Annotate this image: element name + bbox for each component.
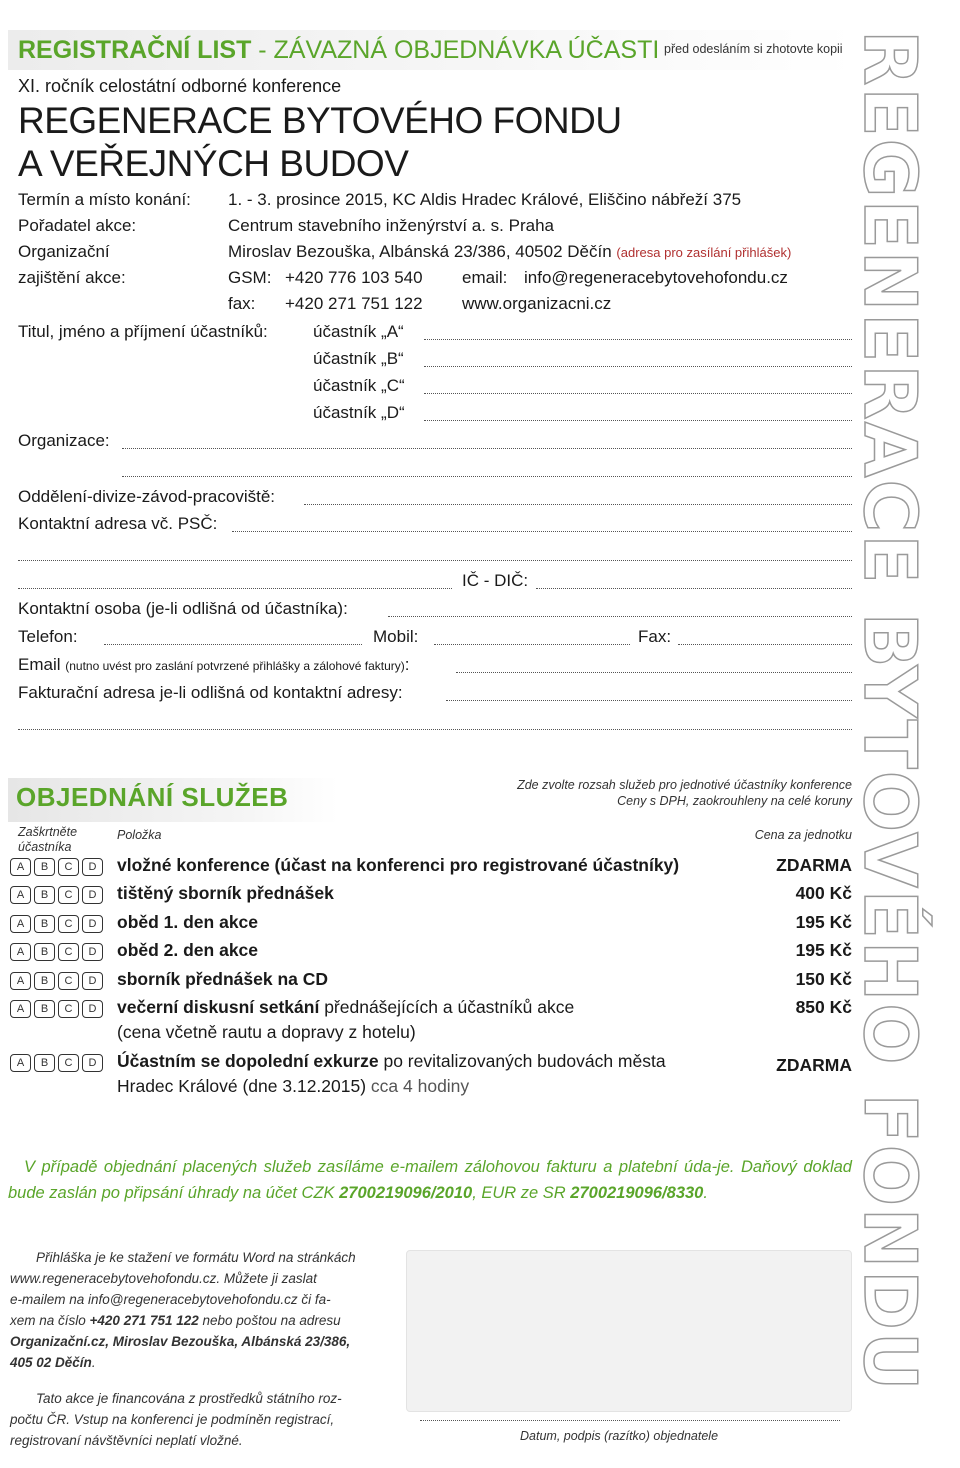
participant-a-field[interactable] [424, 339, 852, 340]
conference-edition: XI. ročník celostátní odborné konference [18, 76, 342, 96]
checkbox-c[interactable]: C [58, 915, 79, 933]
date-label: Termín a místo konání: [18, 190, 191, 209]
participant-checkboxes-row4 [10, 943, 103, 961]
fax-field[interactable] [678, 644, 852, 645]
participant-checkboxes-row6 [10, 1000, 103, 1018]
service-evening-meeting-detail: (cena včetně rautu a dopravy z hotelu) [117, 1022, 416, 1042]
funding-note: Tato akce je financována z prostředků státního roz- počtu ČR. Vstup na konferenci je podmíněn registrací, registrovaní návštěvníci neplatí vložné. [10, 1391, 342, 1448]
checkbox-d[interactable]: D [82, 1054, 103, 1072]
participant-c-label: účastník „C“ [313, 376, 405, 395]
service-lunch-day2: oběd 2. den akce [117, 940, 259, 960]
price-printed-proceedings: 400 Kč [795, 883, 852, 903]
org-label-line2: zajištění akce: [18, 268, 126, 287]
checkbox-c[interactable]: C [58, 943, 79, 961]
price-evening-meeting: 850 Kč [795, 997, 852, 1017]
service-printed-proceedings: tištěný sborník přednášek [117, 883, 334, 903]
checkbox-d[interactable]: D [82, 943, 103, 961]
checkbox-c[interactable]: C [58, 886, 79, 904]
phone-label: Telefon: [18, 627, 78, 646]
participant-d-label: účastník „D“ [313, 403, 405, 422]
contact-field[interactable] [388, 616, 852, 617]
checkbox-b[interactable]: B [34, 943, 55, 961]
participant-b-field[interactable] [424, 366, 852, 367]
billing-field-2[interactable] [18, 729, 852, 730]
checkbox-a[interactable]: A [10, 1000, 31, 1018]
participant-checkboxes-row2 [10, 886, 103, 904]
ico-field[interactable] [536, 588, 852, 589]
services-title: OBJEDNÁNÍ SLUŽEB [16, 782, 289, 812]
price-lunch-day1: 195 Kč [795, 912, 852, 932]
participant-checkboxes-row5 [10, 972, 103, 990]
email-form-label: Email (nutno uvést pro zaslání potvrzené přihlášky a zálohové faktury): [18, 655, 410, 674]
address-field[interactable] [232, 531, 852, 532]
price-cd-proceedings: 150 Kč [795, 969, 852, 989]
billing-label: Fakturační adresa je-li odlišná od kontaktní adresy: [18, 683, 403, 702]
signature-box[interactable] [406, 1250, 852, 1412]
checkbox-b[interactable]: B [34, 972, 55, 990]
service-excursion: Účastním se dopolední exkurze po revitalizovaných budovách města [117, 1051, 666, 1071]
col-check-line1: Zaškrtněte [18, 825, 78, 839]
participants-label: Titul, jméno a příjmení účastníků: [18, 322, 268, 341]
signature-line[interactable] [420, 1420, 840, 1421]
checkbox-d[interactable]: D [82, 972, 103, 990]
email-value: info@regeneracebytovehofondu.cz [524, 268, 788, 287]
participant-checkboxes-row3 [10, 915, 103, 933]
email-field[interactable] [456, 672, 852, 673]
checkbox-d[interactable]: D [82, 915, 103, 933]
checkbox-b[interactable]: B [34, 915, 55, 933]
checkbox-a[interactable]: A [10, 886, 31, 904]
checkbox-c[interactable]: C [58, 1000, 79, 1018]
website: www.organizacni.cz [462, 294, 612, 313]
checkbox-a[interactable]: A [10, 943, 31, 961]
org-label-line1: Organizační [18, 242, 110, 261]
checkbox-d[interactable]: D [82, 1000, 103, 1018]
conference-title-line1: REGENERACE BYTOVÉHO FONDU [18, 100, 622, 141]
organizer-label: Pořadatel akce: [18, 216, 137, 235]
participant-d-field[interactable] [424, 420, 852, 421]
copy-note: před odesláním si zhotovte kopii [664, 42, 843, 56]
checkbox-b[interactable]: B [34, 886, 55, 904]
download-note: Přihláška je ke stažení ve formátu Word na stránkách www.regeneracebytovehofondu.cz. Můžete ji zaslat e-mailem na info@regeneracebytovehofondu.cz či fa- xem na číslo +420 271 751 122 nebo poštou na adresu Organizační.cz, Miroslav Bezouška, Albánská 23/386, 405 02 Děčín. [10, 1250, 356, 1370]
department-field[interactable] [304, 504, 852, 505]
col-item-header: Položka [117, 828, 162, 842]
services-note-line2: Ceny s DPH, zaokrouhleny na celé koruny [617, 794, 852, 808]
checkbox-c[interactable]: C [58, 1054, 79, 1072]
participant-c-field[interactable] [424, 393, 852, 394]
price-registration: ZDARMA [776, 855, 852, 875]
checkbox-b[interactable]: B [34, 1054, 55, 1072]
checkbox-d[interactable]: D [82, 886, 103, 904]
org-address-note: (adresa pro zasílání přihlášek) [616, 245, 792, 260]
col-check-line2: účastníka [18, 840, 72, 854]
organizer-value: Centrum stavebního inženýrství a. s. Praha [228, 216, 554, 235]
price-excursion: ZDARMA [776, 1055, 852, 1075]
side-banner-text: REGENERACE BYTOVÉHO FONDU [848, 30, 932, 1393]
contact-label: Kontaktní osoba (je-li odlišná od účastníka): [18, 599, 348, 618]
checkbox-b[interactable]: B [34, 858, 55, 876]
ico-label: IČ - DIČ: [462, 571, 529, 590]
fax-form-label: Fax: [638, 627, 672, 646]
service-excursion-detail: Hradec Králové (dne 3.12.2015) cca 4 hodiny [117, 1076, 470, 1096]
col-price-header: Cena za jednotku [754, 828, 852, 842]
date-value: 1. - 3. prosince 2015, KC Aldis Hradec Králové, Eliščino nábřeží 375 [228, 190, 742, 209]
email-note: (nutno uvést pro zaslání potvrzené přihlášky a zálohové faktury) [65, 659, 405, 673]
service-evening-meeting: večerní diskusní setkání přednášejících a účastníků akce [117, 997, 575, 1017]
price-lunch-day2: 195 Kč [795, 940, 852, 960]
checkbox-b[interactable]: B [34, 1000, 55, 1018]
address-field-3[interactable] [18, 588, 452, 589]
organization-field[interactable] [122, 448, 852, 449]
checkbox-a[interactable]: A [10, 972, 31, 990]
checkbox-d[interactable]: D [82, 858, 103, 876]
conference-title-line2: A VEŘEJNÝCH BUDOV [18, 143, 409, 184]
side-banner [848, 30, 932, 1438]
department-label: Oddělení-divize-závod-pracoviště: [18, 487, 276, 506]
checkbox-a[interactable]: A [10, 1054, 31, 1072]
service-registration: vložné konference (účast na konferenci pro registrované účastníky) [117, 855, 680, 875]
gsm-value: +420 776 103 540 [285, 268, 423, 287]
address-field-2[interactable] [18, 560, 852, 561]
checkbox-a[interactable]: A [10, 858, 31, 876]
address-label: Kontaktní adresa vč. PSČ: [18, 514, 218, 533]
phone-field[interactable] [104, 644, 362, 645]
participant-b-label: účastník „B“ [313, 349, 404, 368]
checkbox-c[interactable]: C [58, 858, 79, 876]
signature-label: Datum, podpis (razítko) objednatele [520, 1429, 719, 1443]
gsm-label: GSM: [228, 268, 272, 287]
mobile-field[interactable] [434, 644, 630, 645]
organization-label: Organizace: [18, 431, 110, 450]
checkbox-c[interactable]: C [58, 972, 79, 990]
participant-checkboxes-row7 [10, 1054, 103, 1072]
mobile-label: Mobil: [373, 627, 419, 646]
payment-note: V případě objednání placených služeb zasíláme e-mailem zálohovou fakturu a platební úda-je. Daňový doklad bude zaslán po připsání úhrady na účet CZK 2700219096/2010, EUR ze SR 2700219096/8330. [8, 1158, 852, 1202]
checkbox-a[interactable]: A [10, 915, 31, 933]
participant-a-label: účastník „A“ [313, 322, 404, 341]
email-label: email: [462, 268, 508, 287]
services-note-line1: Zde zvolte rozsah služeb pro jednotivé účastníky konference [517, 778, 852, 792]
form-title: REGISTRAČNÍ LIST - ZÁVAZNÁ OBJEDNÁVKA ÚČASTI [18, 36, 660, 64]
org-address: Miroslav Bezouška, Albánská 23/386, 40502 Děčín (adresa pro zasílání přihlášek) [228, 242, 792, 261]
organization-field-2[interactable] [122, 476, 852, 477]
participant-checkboxes-row1 [10, 858, 103, 876]
service-lunch-day1: oběd 1. den akce [117, 912, 259, 932]
service-cd-proceedings: sborník přednášek na CD [117, 969, 329, 989]
fax-label: fax: [228, 294, 256, 313]
fax-value: +420 271 751 122 [285, 294, 423, 313]
billing-field[interactable] [446, 700, 852, 701]
